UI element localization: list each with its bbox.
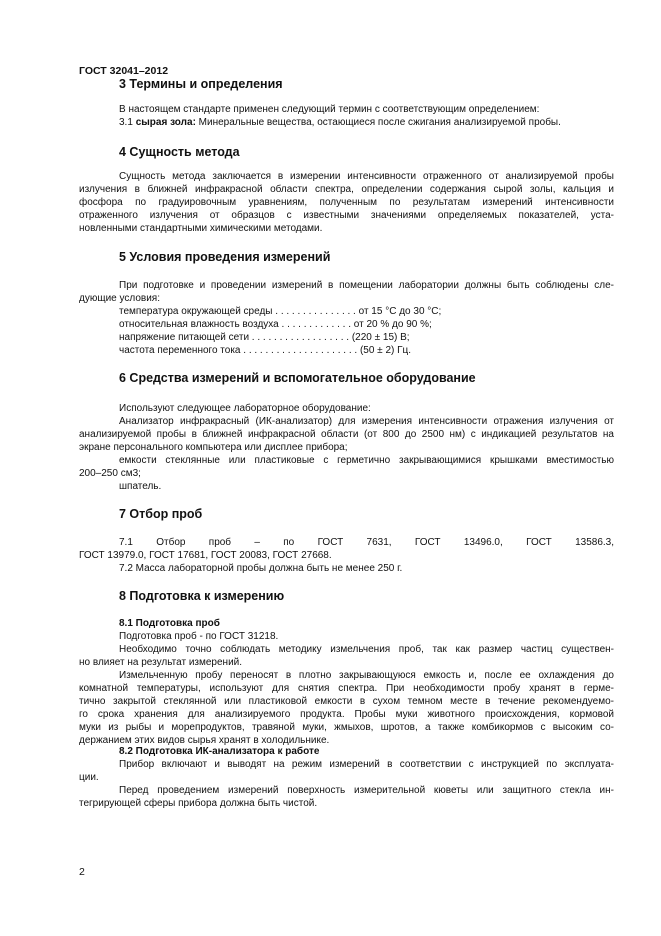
section-3-title: 3 Термины и определения	[119, 77, 283, 91]
s8-1-line-7: го срока хранения для анализируемого продукта. Пробы муки животного происхождения, кормовой	[79, 709, 614, 720]
s3-term-definition	[119, 117, 561, 129]
s6-line-3: анализируемой пробы в ближней инфракрасной области (от 800 до 2500 нм) с индикацией результатов на	[79, 429, 614, 440]
s3-term: сырая зола:	[135, 117, 196, 128]
section-5-title: 5 Условия проведения измерений	[119, 250, 331, 264]
s7-line-2: ГОСТ 13979.0, ГОСТ 17681, ГОСТ 20083, ГОСТ 27668.	[79, 550, 332, 561]
s4-line-1: Сущность метода заключается в измерении интенсивности отраженного от анализируемой пробы	[119, 171, 614, 182]
s5-condition-voltage: напряжение питающей сети . . . . . . . . . . . . . . . . . . (220 ± 15) В;	[119, 332, 410, 343]
s6-line-7: шпатель.	[119, 481, 162, 492]
s7-line-1: 7.1 Отбор проб – по ГОСТ 7631, ГОСТ 13496.0, ГОСТ 13586.3,	[119, 537, 614, 548]
s5-line-1: При подготовке и проведении измерений в помещении лаборатории должны быть соблюдены сле-	[119, 280, 614, 291]
section-7-title: 7 Отбор проб	[119, 507, 203, 521]
s8-1-line-5: комнатной температуры, используют для снятия спектра. При необходимости пробу хранят в герме-	[79, 683, 614, 694]
s8-1-line-2: Необходимо точно соблюдать методику измельчения проб, так как размер частиц существен-	[119, 644, 614, 655]
s3-term-number: 3.1	[119, 117, 136, 128]
s8-2-line-3: Перед проведением измерений поверхность измерительной кюветы или защитного стекла ин-	[119, 785, 614, 796]
s3-line-1: В настоящем стандарте применен следующий термин с соответствующим определением:	[119, 104, 540, 115]
subsection-8-1-title: 8.1 Подготовка проб	[119, 618, 220, 629]
s5-line-2: дующие условия:	[79, 293, 160, 304]
s8-1-line-8: муки из рыбы и морепродуктов, травяной муки, жмыхов, шротов, а также комбикормов с высоким со-	[79, 722, 614, 733]
s5-condition-temperature: температура окружающей среды . . . . . . . . . . . . . . . от 15 °С до 30 °С;	[119, 306, 442, 317]
s5-condition-humidity: относительная влажность воздуха . . . . . . . . . . . . . от 20 % до 90 %;	[119, 319, 432, 330]
s8-1-line-1: Подготовка проб - по ГОСТ 31218.	[119, 631, 279, 642]
s5-condition-frequency: частота переменного тока . . . . . . . . . . . . . . . . . . . . . (50 ± 2) Гц.	[119, 345, 412, 356]
s6-line-6: 200–250 см3;	[79, 468, 141, 479]
s3-definition: Минеральные вещества, остающиеся после сжигания анализируемой пробы.	[195, 117, 561, 128]
s8-2-line-4: тегрирующей сферы прибора должна быть чистой.	[79, 798, 318, 809]
s4-line-3: фосфора по градуировочным уравнениям, полученным по результатам измерений интенсивности	[79, 197, 614, 208]
s8-2-line-2: ции.	[79, 772, 99, 783]
s4-line-4: отраженного излучения от образцов с известными значениями определяемых показателей, уста-	[79, 210, 614, 221]
document-id: ГОСТ 32041–2012	[79, 65, 169, 77]
s6-line-4: экране персонального компьютера или дисплее прибора;	[79, 442, 348, 453]
s8-1-line-3: но влияет на результат измерений.	[79, 657, 243, 668]
s6-line-2: Анализатор инфракрасный (ИК-анализатор) для измерения интенсивности отражения излучения от	[119, 416, 614, 427]
s8-2-line-1: Прибор включают и выводят на режим измерений в соответствии с инструкцией по эксплуата-	[119, 759, 614, 770]
section-8-title: 8 Подготовка к измерению	[119, 589, 285, 603]
s6-line-5: емкости стеклянные или пластиковые с герметично закрывающимися крышками вместимостью	[119, 455, 614, 466]
s7-line-3: 7.2 Масса лабораторной пробы должна быть не менее 250 г.	[119, 563, 403, 574]
page-number: 2	[79, 866, 85, 878]
s4-line-5: новленными стандартными химическими методами.	[79, 223, 323, 234]
s6-line-1: Используют следующее лабораторное оборудование:	[119, 403, 371, 414]
s8-1-line-4: Измельченную пробу переносят в плотно закрывающуюся емкость и, после ее охлаждения до	[119, 670, 614, 681]
section-4-title: 4 Сущность метода	[119, 145, 240, 159]
section-6-title: 6 Средства измерений и вспомогательное оборудование	[119, 371, 476, 385]
s4-line-2: излучения в ближней инфракрасной области спектра, определении содержания сырой золы, кальция и	[79, 184, 614, 195]
s8-1-line-6: тично закрытой стеклянной или пластиковой емкости в сухом темном месте в течение рекомендуемо-	[79, 696, 614, 707]
s8-1-line-9: держанием этих видов сырья хранят в холодильнике.	[79, 735, 330, 746]
subsection-8-2-title: 8.2 Подготовка ИК-анализатора к работе	[119, 746, 320, 757]
